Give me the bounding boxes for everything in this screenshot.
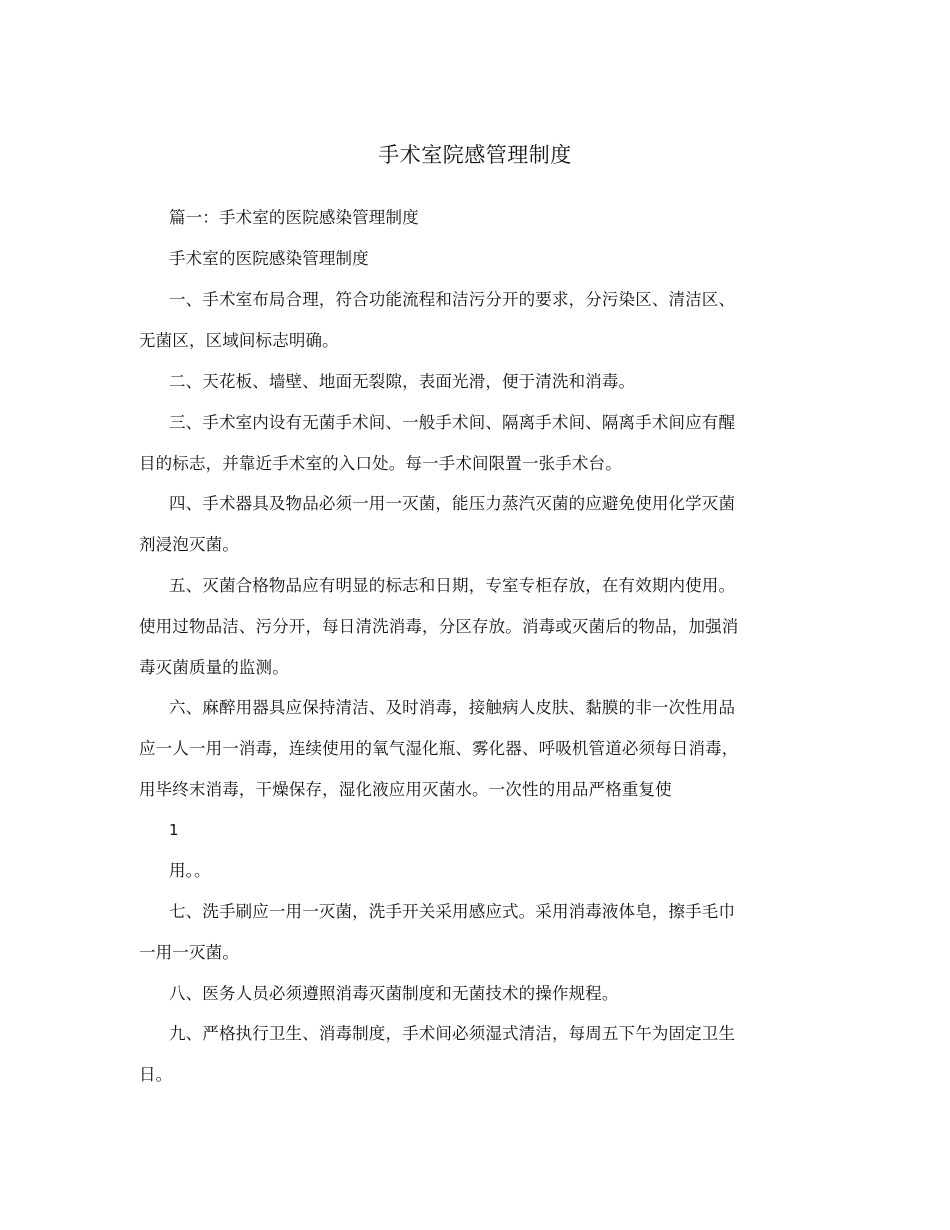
- text-line: 手术室的医院感染管理制度: [169, 249, 369, 268]
- text-line: 五、灭菌合格物品应有明显的标志和日期，专室专柜存放，在有效期内使用。: [169, 576, 736, 595]
- text-line: 九、严格执行卫生、消毒制度，手术间必须湿式清洁，每周五下午为固定卫生: [169, 1024, 736, 1043]
- text-line: 六、麻醉用器具应保持清洁、及时消毒，接触病人皮肤、黏膜的非一次性用品: [169, 698, 736, 717]
- text-line: 七、洗手刷应一用一灭菌，洗手开关采用感应式。采用消毒液体皂，擦手毛巾: [169, 902, 736, 921]
- text-line: 毒灭菌质量的监测。: [139, 658, 289, 677]
- page-number: 1: [169, 821, 179, 839]
- text-line: 用。。: [169, 861, 211, 880]
- text-line: 日。: [139, 1065, 173, 1084]
- text-line: 三、手术室内设有无菌手术间、一般手术间、隔离手术间、隔离手术间应有醒: [169, 413, 736, 432]
- text-line: 一、手术室布局合理，符合功能流程和洁污分开的要求，分污染区、清洁区、: [169, 290, 736, 309]
- text-line: 四、手术器具及物品必须一用一灭菌，能压力蒸汽灭菌的应避免使用化学灭菌: [169, 494, 736, 513]
- document-title: 手术室院感管理制度: [378, 143, 572, 167]
- text-line: 一用一灭菌。: [139, 943, 239, 962]
- text-line: 篇一：手术室的医院感染管理制度: [169, 208, 419, 227]
- text-line: 无菌区，区域间标志明确。: [139, 331, 339, 350]
- text-line: 八、医务人员必须遵照消毒灭菌制度和无菌技术的操作规程。: [169, 984, 619, 1003]
- text-line: 应一人一用一消毒，连续使用的氧气湿化瓶、雾化器、呼吸机管道必须每日消毒，: [139, 739, 739, 758]
- text-line: 目的标志，并靠近手术室的入口处。每一手术间限置一张手术台。: [139, 454, 622, 473]
- text-line: 使用过物品洁、污分开，每日清洗消毒，分区存放。消毒或灭菌后的物品，加强消: [139, 617, 739, 636]
- text-line: 剂浸泡灭菌。: [139, 535, 239, 554]
- text-line: 二、天花板、墙壁、地面无裂隙，表面光滑，便于清洗和消毒。: [169, 372, 636, 391]
- text-line: 用毕终末消毒，干燥保存，湿化液应用灭菌水。一次性的用品严格重复使: [139, 780, 672, 799]
